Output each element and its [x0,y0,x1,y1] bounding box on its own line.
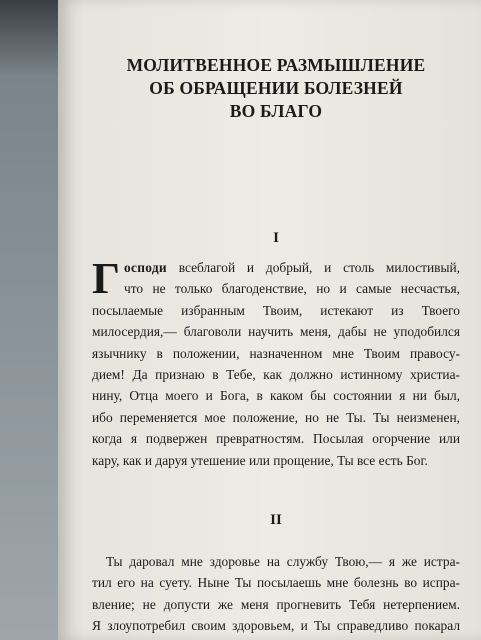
paragraph-line: Я злоупотребил своим здоровьем, и Ты справедливо покарал [92,618,460,634]
paragraph-line: ибо переменяется мое положение, но не Ты. Ты неизменен, [92,409,460,425]
paragraph-line: тил его на суету. Ныне Ты посылаешь мне болезнь во испра- [92,575,460,591]
paragraph-line: когда я подвержен превратностям. Посылая огорчение или [92,431,460,447]
title-line-1: МОЛИТВЕННОЕ РАЗМЫШЛЕНИЕ [126,55,426,75]
title-line-3: ВО БЛАГО [229,101,323,121]
paragraph-line: Ты даровал мне здоровье на службу Твою,— я же истра- [106,554,460,570]
paragraph-line-text: всеблагой и добрый, и столь милостивый, [178,260,460,275]
drop-cap: Г [92,254,120,303]
section-number-1: I [273,230,279,246]
paragraph-line: милосердия,— благоволи научить меня, дабы не уподобился [92,324,460,340]
paragraph-line: нину, Отца моего и Бога, в каком бы состоянии я ни был, [92,388,460,404]
page-content [92,54,460,637]
paragraph-line: посылаемые избранным Твоим, истекают из Твоего [92,302,460,318]
paragraph-line: язычнику в положении, назначенном мне Твоим правосу- [92,345,460,361]
lead-word: осподи [124,260,167,275]
book-binding [0,0,62,640]
paragraph-line [92,257,460,278]
paragraph-line: вление; не допусти же меня прогневить Тебя нетерпением. [92,596,460,612]
paragraph-line: кару, как и даруя утешение или прощение, Ты все есть Бог. [92,452,428,468]
paragraph-line: дием! Да признаю в Тебе, как должно истинному христиа- [92,367,460,383]
section-1-paragraph [92,254,460,471]
chapter-title [92,54,460,123]
book-page [58,0,481,640]
section-number-2: II [270,512,282,529]
title-line-2: ОБ ОБРАЩЕНИИ БОЛЕЗНЕЙ [149,78,403,98]
paragraph-line: что не только благоденствие, но и самые несчастья, [124,281,460,297]
section-2-paragraph [92,551,460,637]
